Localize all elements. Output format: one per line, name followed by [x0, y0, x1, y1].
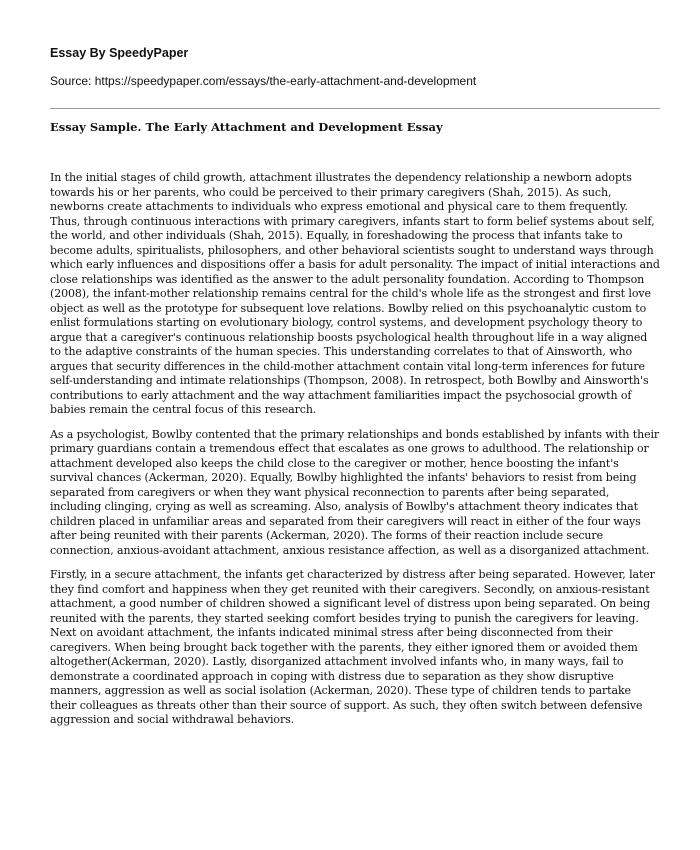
source-url-link[interactable]: https://speedypaper.com/essays/the-early-attachment-and-development [94, 74, 477, 88]
document-page [50, 0, 660, 738]
source-label: Source: [50, 74, 95, 88]
essay-title: Essay Sample. The Early Attachment and Development Essay [50, 120, 443, 134]
document-header-title: Essay By SpeedyPaper [50, 46, 189, 60]
essay-body [50, 171, 660, 728]
essay-paragraph-2: As a psychologist, Bowlby contented that the primary relationships and bonds established by infants with their primary guardians contain a tremendous effect that escalates as one grows to adulthood. The relationship or attachment developed also keeps the child close to the caregiver or mother, hence boosting the infant's survival chances (Ackerman, 2020). Equally, Bowlby highlighted the infants' behaviors to resist from being separated from caregivers or when they want physical reconnection to parents after being separated, including clinging, crying as well as screaming. Also, analysis of Bowlby's attachment theory indicates that children placed in unfamiliar areas and separated from their caregivers will react in either of the four ways after being reunited with their parents (Ackerman, 2020). The forms of their reaction include secure connection, anxious-avoidant attachment, anxious resistance affection, as well as a disorganized attachment. [50, 427, 660, 557]
header-divider [50, 108, 660, 109]
essay-paragraph-3: Firstly, in a secure attachment, the infants get characterized by distress after being separated. However, later they find comfort and happiness when they get reunited with their caregivers. Secondly, on anxious-resistant attachment, a good number of children showed a significant level of distress upon being separated. On being reunited with the parents, they started seeking comfort besides trying to punish the caregivers for leaving. Next on avoidant attachment, the infants indicated minimal stress after being disconnected from their caregivers. When being brought back together with the parents, they either ignored them or avoided them altogether(Ackerman, 2020). Lastly, disorganized attachment involved infants who, in many ways, fail to demonstrate a coordinated approach in coping with distress due to separation as they show disruptive manners, aggression as well as social isolation (Ackerman, 2020). These type of children tends to partake their colleagues as threats other than their source of support. As such, they often switch between defensive aggression and social withdrawal behaviors. [50, 568, 655, 726]
essay-paragraph-1: In the initial stages of child growth, attachment illustrates the dependency relationship a newborn adopts towards his or her parents, who could be perceived to their primary caregivers (Shah, 2015). As such, newborns create attachments to individuals who express emotional and physical care to them frequently. Thus, through continuous interactions with primary caregivers, infants start to form belief systems about self, the world, and other individuals (Shah, 2015). Equally, in foreshadowing the process that infants take to become adults, spiritualists, philosophers, and other behavioral scientists sought to understand ways through which early influences and dispositions offer a basis for adult personality. The impact of initial interactions and close relationships was identified as the answer to the adult personality foundation. According to Thompson (2008), the infant-mother relationship remains central for the child's whole life as the strongest and first love object as well as the prototype for subsequent love relations. Bowlby relied on this psychoanalytic custom to enlist formulations starting on evolutionary biology, control systems, and development psychology theory to argue that a caregiver's continuous relationship boosts psychological health throughout life in a way aligned to the adaptive constraints of the human species. This understanding correlates to that of Ainsworth, who argues that security differences in the child-mother attachment contain vital long-term inferences for future self-understanding and intimate relationships (Thompson, 2008). In retrospect, both Bowlby and Ainsworth's contributions to early attachment and the way attachment familiarities impact the psychosocial growth of babies remain the central focus of this research. [50, 171, 660, 416]
source-line [50, 73, 660, 89]
